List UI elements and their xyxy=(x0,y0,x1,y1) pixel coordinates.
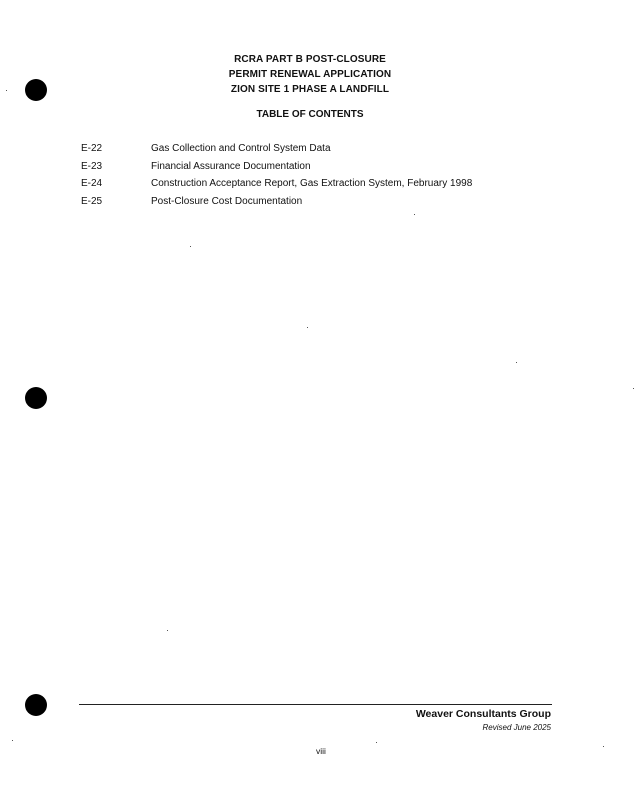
revision-date: Revised June 2025 xyxy=(482,723,551,732)
scan-speck xyxy=(12,740,13,741)
scan-speck xyxy=(167,630,168,631)
document-header xyxy=(0,52,620,97)
company-name: Weaver Consultants Group xyxy=(415,708,551,720)
header-line-3: ZION SITE 1 PHASE A LANDFILL xyxy=(230,84,390,95)
toc-entry xyxy=(81,140,561,158)
scan-speck xyxy=(516,362,517,363)
toc-entry-code: E-24 xyxy=(81,178,103,189)
table-of-contents xyxy=(81,140,561,210)
footer-rule xyxy=(79,704,552,705)
scan-speck xyxy=(190,246,191,247)
scan-speck xyxy=(376,742,377,743)
scan-speck xyxy=(6,90,7,91)
toc-entry-description: Construction Acceptance Report, Gas Extraction System, February 1998 xyxy=(151,178,473,189)
punch-hole-middle xyxy=(25,387,47,409)
toc-entry-description: Gas Collection and Control System Data xyxy=(151,143,331,154)
scan-speck xyxy=(307,327,308,328)
header-line-2: PERMIT RENEWAL APPLICATION xyxy=(228,69,392,80)
toc-entry-description: Post-Closure Cost Documentation xyxy=(151,195,303,207)
toc-entry-code: E-22 xyxy=(81,143,103,154)
toc-entry xyxy=(81,158,561,176)
punch-hole-bottom xyxy=(25,694,47,716)
toc-entry-code: E-23 xyxy=(81,160,103,172)
toc-title: TABLE OF CONTENTS xyxy=(256,109,364,120)
toc-entry-code: E-25 xyxy=(81,195,103,207)
toc-entry xyxy=(81,193,561,211)
toc-entry xyxy=(81,175,561,193)
header-line-1: RCRA PART B POST-CLOSURE xyxy=(234,54,386,65)
toc-entry-description: Financial Assurance Documentation xyxy=(151,160,311,172)
scan-speck xyxy=(633,388,634,389)
scan-speck xyxy=(414,214,415,215)
page-number: viii xyxy=(316,746,326,756)
